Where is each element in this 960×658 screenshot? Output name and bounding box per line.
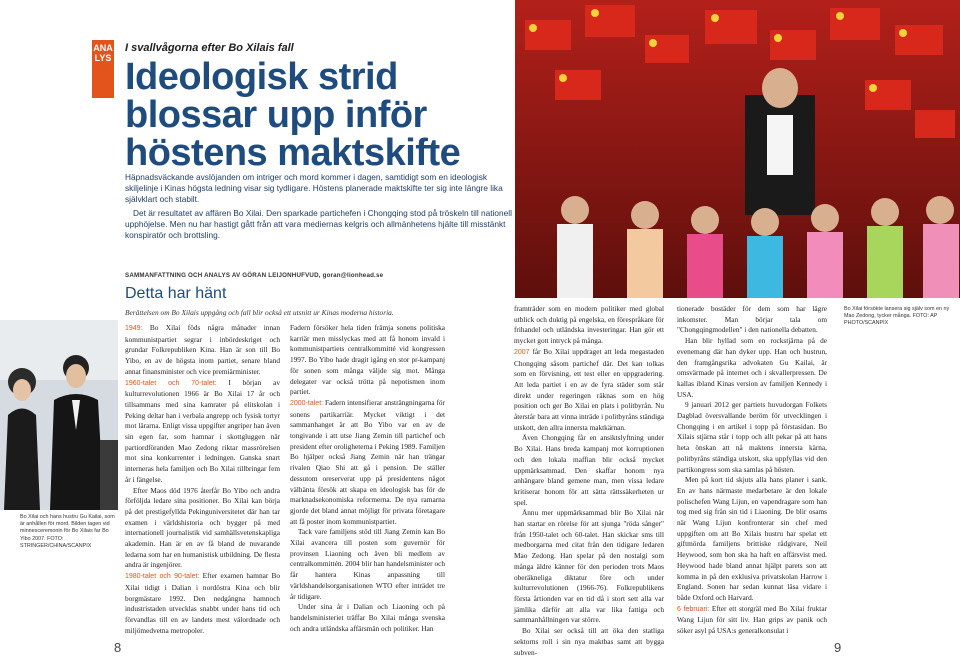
paragraph-text: tionerade bostäder för dem som har lägre inkomster. Man börjar tala om "Chongqingmodellen" i den nationella debatten. xyxy=(677,304,827,335)
year-marker: 1980-talet och 90-talet: xyxy=(125,573,200,581)
crowd-flags-illustration xyxy=(515,0,960,298)
body-paragraph xyxy=(677,304,827,336)
body-paragraph xyxy=(290,602,445,634)
paragraph-text: Ännu mer uppmärksammad blir Bo Xilai när han startar en rörelse för att sjunga "röda sånger" från 1950-talet och 60-talet. Han skickar sms till medborgarna med citat från den tidigare ledaren Mao Zedong. Han spelar på den nostalgi som många äldre känner för den perioden trots Maos oberäkneliga diktatur före och under kulturrevolutionen (1966-76). Folkrepublikens första årtionden var en tid då i stort sett alla var jämlika därför att alla var lika fattiga och sammanhållningen var större. xyxy=(514,508,664,625)
year-marker: 6 februari: xyxy=(677,605,710,613)
paragraph-text: Fadern försöker hela tiden främja sonens politiska karriär men misslyckas med att få honom invald i kommunistpartiets centralkommitté vid kongressen 1997. Bo Yibo hade dragit igång en stor pr-kampanj för sonen som många väljde sig mot. Många delegater var också trötta på nepotismen inom partiet. xyxy=(290,323,445,397)
section-tag: ANALYS xyxy=(92,40,114,98)
lead-paragraph: Det är resultatet av affären Bo Xilai. Den sparkade partichefen i Chongqing stod på tröskeln till nationell upphöjelse. Men nu har hastigt gått från att vara mediernas kelgris och allmänhetens hjälte till misstänkt konspiratör och brottsling. xyxy=(125,207,512,241)
column-1 xyxy=(125,323,280,636)
body-paragraph xyxy=(125,378,280,486)
body-paragraph xyxy=(290,398,445,527)
year-marker: 2007 xyxy=(514,348,530,356)
paragraph-text: får Bo Xilai uppdraget att leda megastaden Chongqing såsom partichef där. Det kan tolkas som en förvisning, ett test eller en uppgradering. Att leda partiet i en av de fyra städer som står direkt under regeringen räknas som en hög position och ger Bo Xilai en plats i politbyrån. Nu återstår bara att vinna inträde i politbyråns ständiga utskott, den allra innersta maktkärnan. xyxy=(514,346,664,432)
body-paragraph xyxy=(677,475,827,603)
body-paragraph xyxy=(677,400,827,475)
paragraph-text: Efter Maos död 1976 återfår Bo Yibo och andra förföljda ledare sina positioner. Bo Xilai kan börja på det prestigefyllda Pekinguniversitetet där han tar examen i världshistoria och bygger på med internationell journalistik vid samhällsvetenskapliga akademin. Han är en av få bland de nuvarande ledarna som har en humanistisk utbildning. De flesta andra är ingenjörer. xyxy=(125,485,280,570)
caption-right: Bo Xilai försökte lansera sig själv som en ny Mao Zedong, tycker många. FOTO: AP PHOTO/SCANPIX xyxy=(844,306,950,326)
body-paragraph xyxy=(125,323,280,378)
paragraph-text: Under sina år i Dalian och Liaoning och på handelsministeriet träffar Bo Xilai många svenska och andra utländska affärsmän och politiker. Han xyxy=(290,602,445,633)
year-marker: 1960-talet och 70-talet: xyxy=(125,379,217,387)
column-4 xyxy=(677,304,827,637)
page-number-left: 8 xyxy=(114,640,122,655)
body-paragraph xyxy=(290,527,445,602)
lead-paragraph: Häpnadsväckande avslöjanden om intriger och mord kommer i dagen, samtidigt som en ideologisk skiljelinje i Kinas högsta ledning visar sig tydligare. Höstens planerade maktskifte ter sig inte längre lika självklart och stabilt. xyxy=(125,172,503,205)
paragraph-text: Även Chongqing får en ansiktslyftning under Bo Xilai. Hans breda kampanj mot korruptionen och den lokala maffian blir också mycket uppmärksammad. Den skaffar honom nya anhängare bland gemene man, men vissa ledare kritiserar honom för att sätta rättssäkerheten ur spel. xyxy=(514,433,664,507)
headline: Ideologisk strid blossar upp inför höstens maktskifte xyxy=(125,56,461,174)
body-paragraph xyxy=(290,323,445,398)
body-paragraph xyxy=(125,571,280,636)
paragraph-text: Bo Xilai föds några månader innan kommunistpartiet segrar i inbördeskriget och grundar Folkrepubliken Kina. Han är son till Bo Yibo, en av de högsta inom partiet, senare bland annat finansminister och vice premiärminister. xyxy=(125,323,280,376)
paragraph-text: Bo Xilai ser också till att öka den statliga sektorns roll i sin nya maktbas samt att bygga subven- xyxy=(514,626,664,657)
paragraph-text: Tack vare familjens stöd till Jiang Zemin kan Bo Xilai avancera till posten som guvernör för provinsen Liaoning och även bli medlem av centralkommittén. 2004 blir han handelsminister och får hantera Kinas anpassning till världshandelsorganisationen WTO efter inträdet tre år tidigare. xyxy=(290,527,445,601)
paragraph-text: Efter examen hamnar Bo Xilai tidigt i Dalian i nordöstra Kina och blir borgmästare 1992. Den nedgångna hamnoch industristaden utvecklas snabbt under hans tid och förvandlas till en av landets mest välordnade och miljömedvetna metropoler. xyxy=(125,571,281,635)
body-paragraph xyxy=(514,433,664,508)
column-3 xyxy=(514,304,664,658)
paragraph-text: Efter ett storgräl med Bo Xilai fruktar Wang Lijun för sitt liv. Han grips av panik och söker asyl på USA:s generalkonsulat i xyxy=(677,603,827,636)
paragraph-text: Fadern intensifierar ansträngningarna för sonens partikarriär. Mycket viktigt i det sammanhanget är att Bo Yibo var en av de tongivande i att utse Jiang Zemin till partichef och president efter oroligheterna i Peking 1989. Familjen Bo hjälper också Jiang Zemin när han trängar rivalen Qiao Shi att gå i pension. De ställer dessutom oreserverat upp på presidentens något välhänta försök att skapa en ideologisk bas för de marknadsekonomiska reformerna. De nya ramarna gjorde det bland annat möjligt för privata företagare att få poster inom kommunistpartiet. xyxy=(290,397,445,526)
body-paragraph xyxy=(677,604,827,637)
paragraph-text: Men på kort tid skjuts alla hans planer i sank. En av hans närmaste medarbetare är den lokale polischefen Wang Lijun, en vapendragare som han tog med sig från sin tid i Liaoning. De blir osams när Wang Lijun konfronterar sin chef med uppgiften om att Bo Xilais hustru har spelat ett giftmörda familjens brittiske rådgivare, Neil Heywood, som hon ska ha haft en affärsvist med. Heywood hade bland annat hjälpt parets son att komma in på den exklusiva privatskolan Harrow i England. Sonen har sedan kunnat läsa vidare i både Oxford och Harvard. xyxy=(677,475,827,602)
page-number-right: 9 xyxy=(834,640,842,655)
kicker: I svallvågorna efter Bo Xilais fall xyxy=(125,42,294,54)
paragraph-text: I början av kulturrevolutionen 1966 är Bo Xilai 17 år och tillsammans med sina kamrater på elitskolan i Peking deltar han i verbala angrepp och fysisk tortyr mot lärarna. Enligt vissa uppgifter angriper han även sin egen far, som hamnar i skottgluggen när partiordföranden Mao Zedong riktar massrörelsen mot sina konkurrenter i ledningen. Ganska snart interneras hela familjen och Bo Xilai tillbringar fem år i fängelse. xyxy=(125,377,280,484)
year-marker: 2000-talet: xyxy=(290,399,324,407)
body-paragraph xyxy=(514,626,664,658)
paragraph-text: framträder som en modern politiker med global utblick och duktig på engelska, en förespråkare för frihandel och utländska investeringar. Han gör ett mycket gott intryck på många. xyxy=(514,304,664,346)
subhead: Detta har hänt xyxy=(125,285,227,302)
photo-bo-xilai-and-wife xyxy=(0,320,118,510)
photo-illustration xyxy=(0,320,118,510)
caption-left: Bo Xilai och hans hustru Gu Kailai, som är anhållen för mord. Bilden tagen vid minnesceremonin för Bo Xilais far Bo Yibo 2007. FOTO: STRINGER/CHINA/SCANPIX xyxy=(20,514,115,549)
body-paragraph xyxy=(514,508,664,626)
subdeck: Berättelsen om Bo Xilais uppgång och fall blir också ett utsnitt ur Kinas moderna historia. xyxy=(125,308,394,317)
body-paragraph xyxy=(514,347,664,434)
lead xyxy=(125,172,515,243)
column-2 xyxy=(290,323,445,634)
paragraph-text: 9 januari 2012 ger partiets huvudorgan Folkets Dagblad översvallande beröm för utvecklingen i Chongqing i en artikel i topp på förstasidan. Bo Xilais stjärna står i topp och allt pekar på att hans heta önskan att nå maktens innersta kärna, politbyråns ständiga utskott, ska uppfyllas vid den partikongress som ska samlas på hösten. xyxy=(677,400,827,474)
year-marker: 1949: xyxy=(125,325,143,332)
body-paragraph xyxy=(125,486,280,572)
photo-red-flags-crowd xyxy=(515,0,960,298)
paragraph-text: Han blir hyllad som en rockstjärna på de evenemang där han dyker upp. Han och hustrun, den framgångsrika advokaten Gu Kailai, är omsvärmade på internet och i skvallerpressen. De kallas ibland Kinas version av familjen Kennedy i USA. xyxy=(677,336,827,399)
body-paragraph xyxy=(514,304,664,347)
byline: SAMMANFATTNING OCH ANALYS AV GÖRAN LEIJONHUFVUD, goran@lionhead.se xyxy=(125,272,384,279)
body-paragraph xyxy=(677,336,827,400)
